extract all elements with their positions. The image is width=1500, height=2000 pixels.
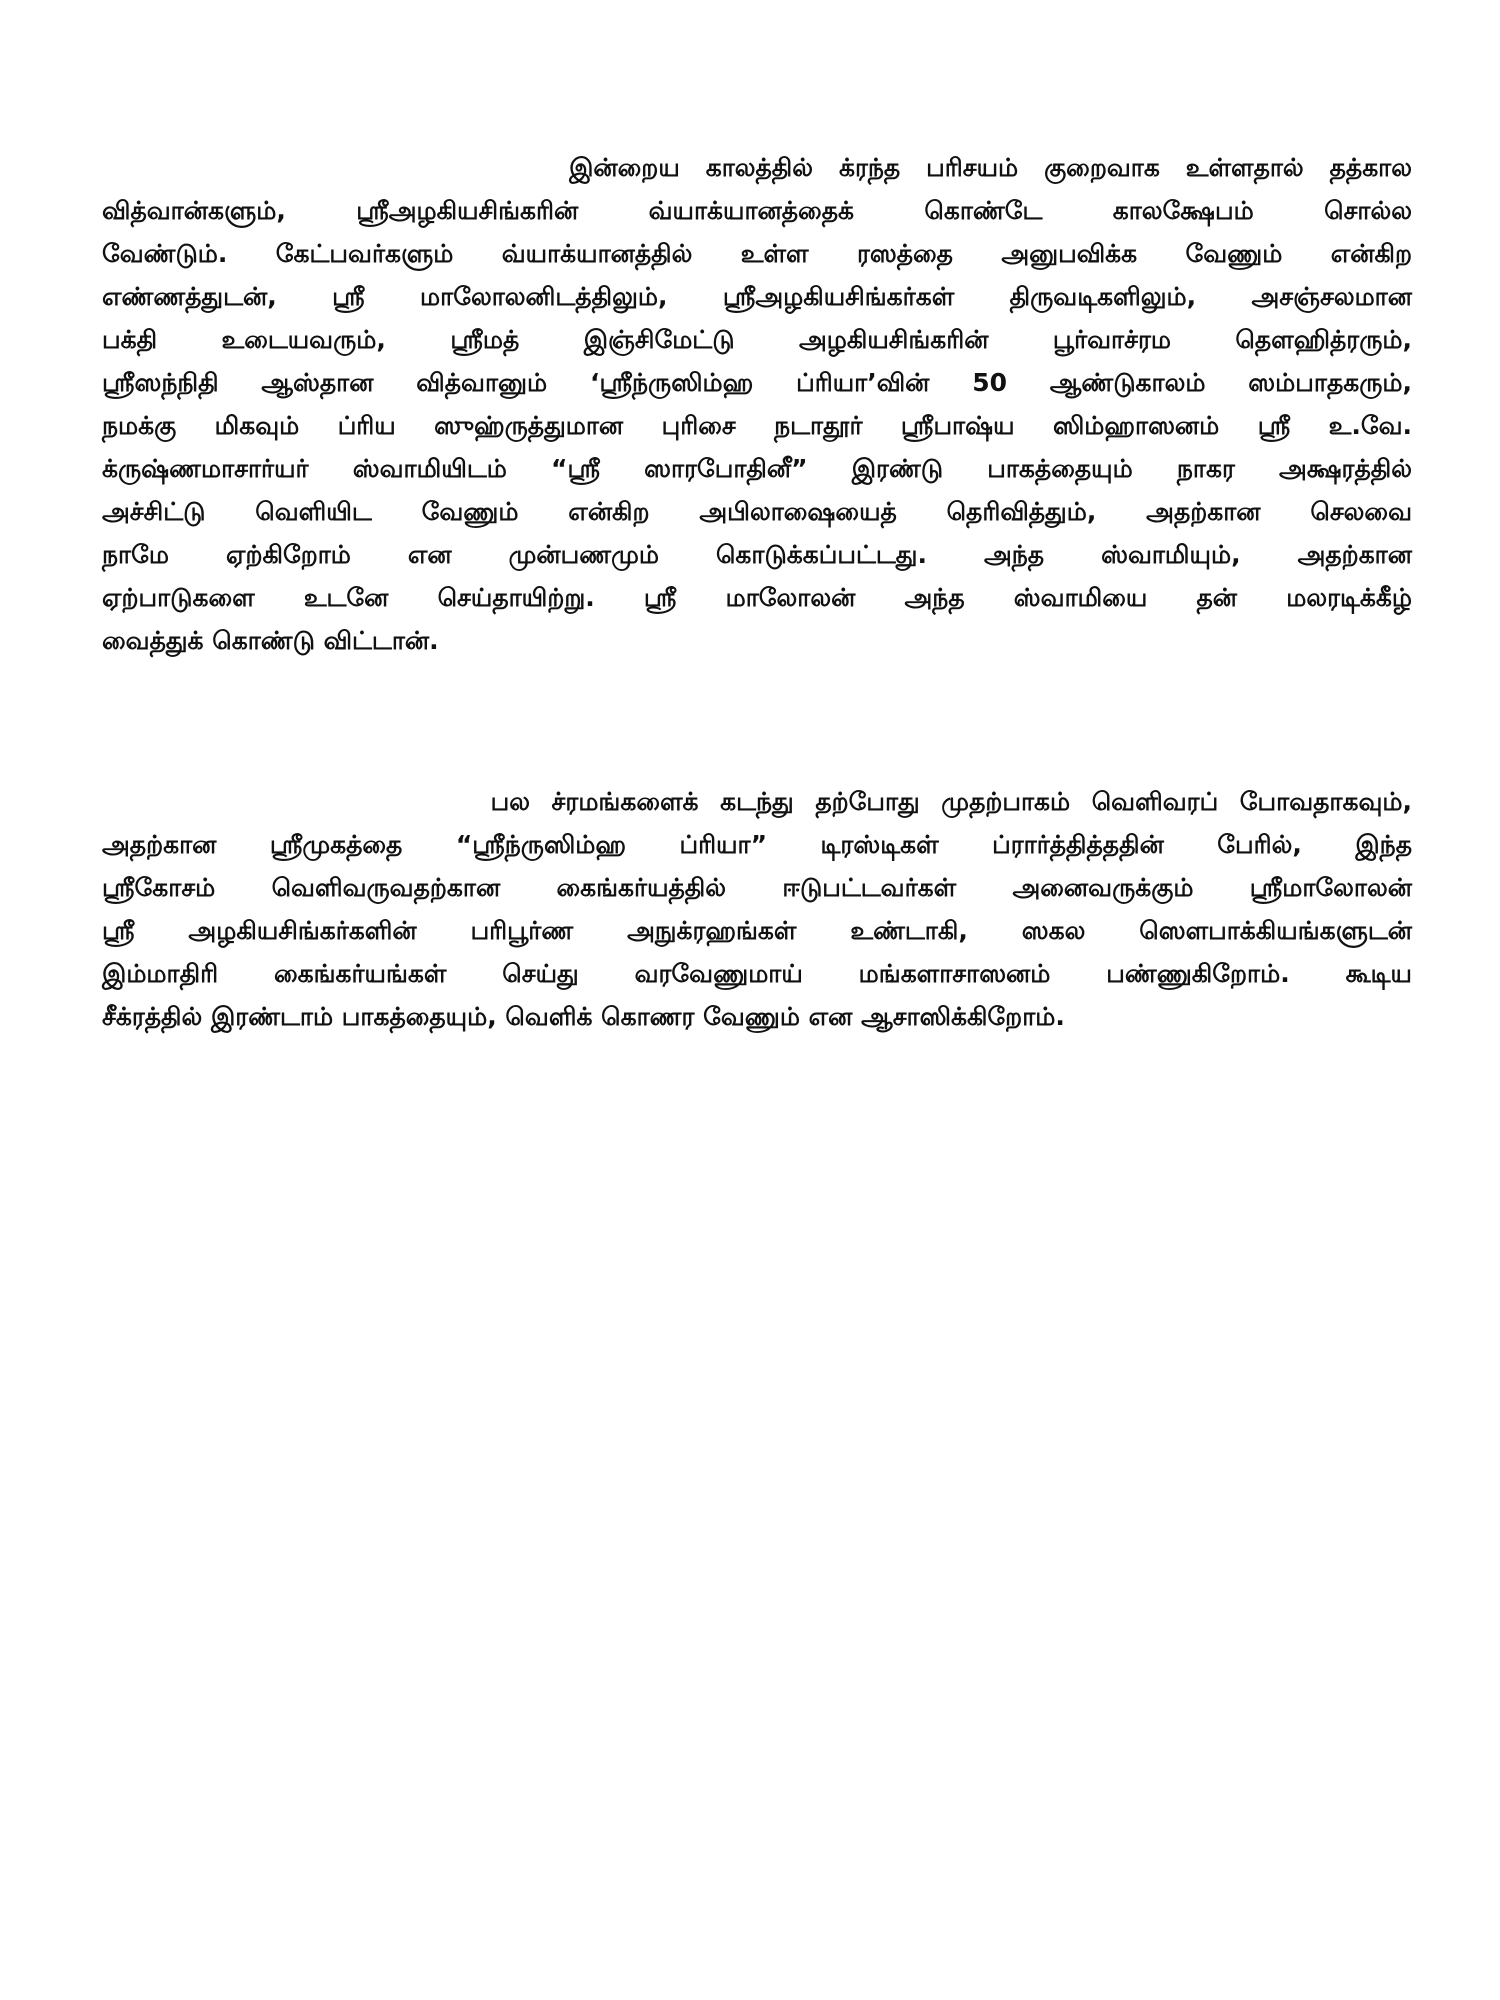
paragraph-1-line: வித்வான்களும், ஸ்ரீஅழகியசிங்கரின் வ்யாக்யானத்தைக் கொண்டே காலக்ஷேபம் சொல்ல (102, 196, 1412, 225)
paragraph-1-line: அச்சிட்டு வெளியிட வேணும் என்கிற அபிலாஷையைத் தெரிவித்தும், அதற்கான செலவை (102, 497, 1412, 526)
paragraph-1-line: ஸ்ரீஸந்நிதி ஆஸ்தான வித்வானும் ‘ஸ்ரீந்ருஸிம்ஹ ப்ரியா’வின் 50 ஆண்டுகாலம் ஸம்பாதகரும், (102, 368, 1412, 397)
paragraph-1-line: நமக்கு மிகவும் ப்ரிய ஸுஹ்ருத்துமான புரிசை நடாதூர் ஸ்ரீபாஷ்ய ஸிம்ஹாஸனம் ஸ்ரீ உ.வே. (102, 411, 1412, 440)
paragraph-2 (102, 780, 1412, 1038)
paragraph-2-line: அதற்கான ஸ்ரீமுகத்தை “ஸ்ரீந்ருஸிம்ஹ ப்ரியா” டிரஸ்டிகள் ப்ரார்த்தித்ததின் பேரில், இந்த (102, 830, 1412, 859)
paragraph-2-line: சீக்ரத்தில் இரண்டாம் பாகத்தையும், வெளிக் கொணர வேணும் என ஆசாஸிக்கிறோம். (102, 1002, 1065, 1031)
paragraph-1-line: க்ருஷ்ணமாசார்யர் ஸ்வாமியிடம் “ஸ்ரீ ஸாரபோதினீ” இரண்டு பாகத்தையும் நாகர அக்ஷரத்தில் (102, 454, 1412, 483)
paragraph-1-line: பக்தி உடையவரும், ஸ்ரீமத் இஞ்சிமேட்டு அழகியசிங்கரின் பூர்வாச்ரம தௌஹித்ரரும், (102, 325, 1412, 354)
paragraph-1-line: நாமே ஏற்கிறோம் என முன்பணமும் கொடுக்கப்பட்டது. அந்த ஸ்வாமியும், அதற்கான (102, 540, 1412, 569)
paragraph-2-line: ஸ்ரீ அழகியசிங்கர்களின் பரிபூர்ண அநுக்ரஹங்கள் உண்டாகி, ஸகல ஸௌபாக்கியங்களுடன் (102, 916, 1412, 945)
paragraph-1-line: வேண்டும். கேட்பவர்களும் வ்யாக்யானத்தில் உள்ள ரஸத்தை அனுபவிக்க வேணும் என்கிற (102, 239, 1412, 268)
paragraph-2-line: இம்மாதிரி கைங்கர்யங்கள் செய்து வரவேணுமாய் மங்களாசாஸனம் பண்ணுகிறோம். கூடிய (102, 959, 1412, 988)
paragraph-2-line: ஸ்ரீகோசம் வெளிவருவதற்கான கைங்கர்யத்தில் ஈடுபட்டவர்கள் அனைவருக்கும் ஸ்ரீமாலோலன் (102, 873, 1412, 902)
paragraph-1-line: எண்ணத்துடன், ஸ்ரீ மாலோலனிடத்திலும், ஸ்ரீஅழகியசிங்கர்கள் திருவடிகளிலும், அசஞ்சலமான (102, 282, 1412, 311)
paragraph-1-line: ஏற்பாடுகளை உடனே செய்தாயிற்று. ஸ்ரீ மாலோலன் அந்த ஸ்வாமியை தன் மலரடிக்கீழ் (102, 583, 1412, 612)
paragraph-1 (102, 146, 1412, 662)
paragraph-1-line: வைத்துக் கொண்டு விட்டான். (102, 626, 439, 655)
paragraph-1-line: இன்றைய காலத்தில் க்ரந்த பரிசயம் குறைவாக உள்ளதால் தத்கால (102, 153, 1412, 182)
paragraph-2-line: பல ச்ரமங்களைக் கடந்து தற்போது முதற்பாகம் வெளிவரப் போவதாகவும், (102, 787, 1412, 816)
